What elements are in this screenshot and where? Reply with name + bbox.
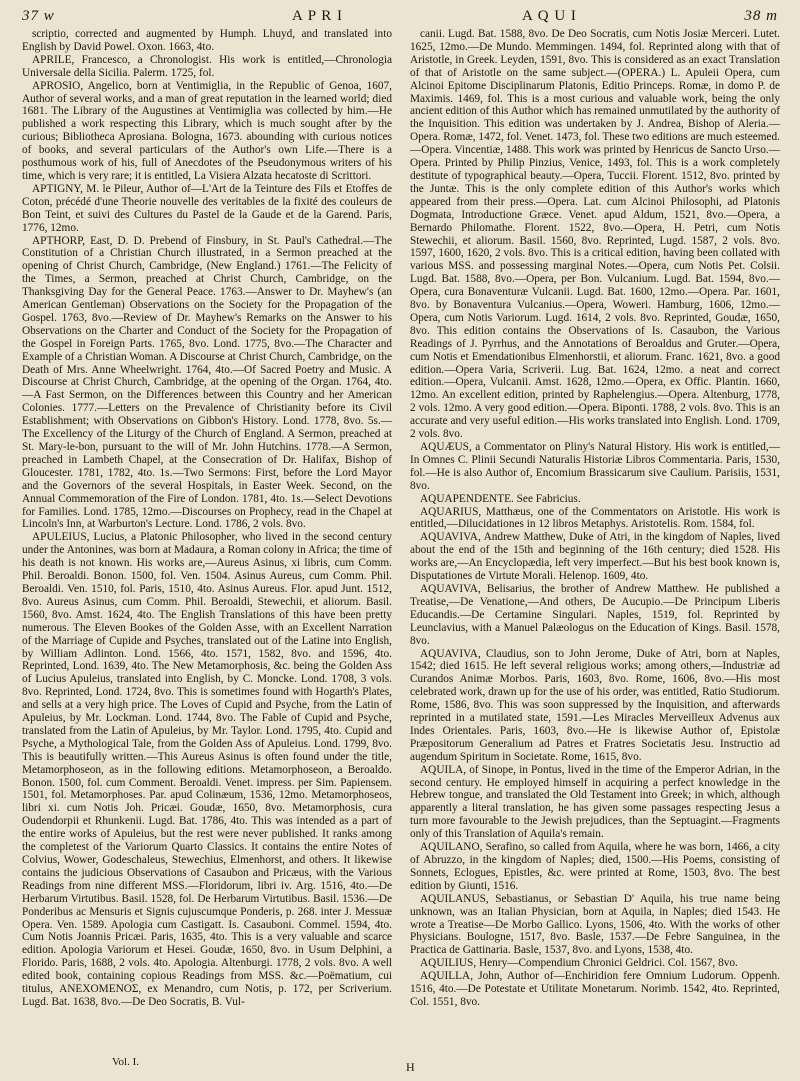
right-running-title: A Q U I [522, 8, 577, 24]
entry-aquilla: AQUILLA, John, Author of—Enchiridion fere Omnium Ludorum. Oppenh. 1516, 4to.—De Potestate et Utilitate Monetarum. Norimb. 1542, 4to. Reprinted, Col. 1551, 8vo. [410, 970, 780, 1008]
running-header [22, 8, 778, 28]
entry-aquarius: AQUARIUS, Matthæus, one of the Commentators on Aristotle. His work is entitled,—Dilucidationes in 12 libros Metaphys. Aristotelis. Rom. 1584, fol. [410, 505, 780, 531]
left-page-number: 37 w [22, 8, 55, 24]
entry-aquaviva-andrew: AQUAVIVA, Andrew Matthew, Duke of Atri, in the kingdom of Naples, lived about the end of the 15th and beginning of the 16th century; died 1528. His works are,—An Encyclopædia, left very imperfect.—But his best book known is, Disputationes de Virtute Morali. Helenop. 1609, 4to. [410, 531, 780, 583]
right-page-number: 38 m [744, 8, 778, 24]
entry-apuleius: APULEIUS, Lucius, a Platonic Philosopher, who lived in the second century under the Antonines, was born at Madaura, a Roman colony in Africa; the time of his death is not known. His works are,—Aureus Asinus, xi libris, cum Comm. Phil. Beroaldi. Bonon. 1500, fol. Ven. 1504. Asinus Aureus, cum Comm. Phil. Beroaldi. Ven. 1510, fol. Paris, 1510, 4to. Asinus Aureus. Flor. apud Junt. 1512, 8vo. Aureus Asinus, cum Comm. Phil. Beroaldi, Stewechii, et aliorum. Basil. 1560, 8vo. Amst. 1624, 4to. The English Translations of this have been pretty numerous. The Eleven Bookes of the Golden Asse, with an Excellent Narration of the Marriage of Cupide and Psyches, translated out of the Latine into English, by William Adlinton. Lond. 1566, 4to. 1571, 1582, 8vo. and 1596, 4to. Reprinted, Lond. 1639, 4to. The New Metamorphosis, &c. being the Golden Ass of Lucius Apuleius, translated into English, by C. Moncke. Lond. 1708, 3 vols. 8vo. Reprinted, Lond. 1724, 8vo. This is sometimes found with Hogarth's Plates, and sells at a very high price. The Loves of Cupid and Psyche, from the Latin of Apuleius, by Mr. Lockman. Lond. 1744, 8vo. The Fable of Cupid and Psyche, translated from the Latin of Apuleius, by Mr. Taylor. Lond. 1795, 4to. Cupid and Psyche, a Mythological Tale, from the Golden Ass of Apuleius. Lond. 1799, 8vo. This is beautifully written.—This Aureus Asinus is often found under the title, Metamorphoseon, as in the following editions. Metamorphoseon, a Beroaldo. Bonon. 1500, fol. cum Comment. Beroaldi. Venet. impress. per Sim. Papiensem. 1501, fol. Metamorphoses. Par. apud Colinæum, 1536, 12mo. Metamorphoseos, libri xi. cum Notis Joh. Pricæi. Goudæ, 1650, 8vo. Metamorphosis, cura Oudendorpii et Rhunkenii. Lugd. Bat. 1786, 4to. This was intended as a part of the entire works of Apuleius, but the rest were never published. It ranks among the completest of the Variorum Quarto Classics. It contains the entire Notes of Colvius, Wower, Godeschaleus, Stewechius, Elmenhorst, and others. It likewise contains the judicious Observations of Casaubon and Pricæus, with the Various Readings from nine different MSS.—Floridorum, libri iv. Arg. 1516, 4to.—De Herbarum Virtutibus. Basil. 1528, fol. De Herbarum Virtutibus. Basil. 1536.—De Ponderibus ac Mensuris et Signis cujuscumque Ponderis, p. 268. inter J. Messuæ Opera. Ven. 1589. Apologia cum Castigatt. Is. Casauboni. Commel. 1594, 4to. Cum Notis Joannis Pricæi. Paris, 1635, 4to. This is a very valuable and scarce edition. Apologia Variorum et Hesei. Goudæ, 1650, 8vo. in Usum Delphini, a Florido. Paris, 1688, 2 vols. 4to. Apologia. Altenburgi. 1778, 2 vols. 8vo. A well edited book, containing copious Readings from MSS. &c.—Poëmatium, cui titulus, ΑΝΕΧΟΜΕΝΟΣ, ex Menandro, cum Notis, p. 172, per Scriverium. Lugd. Bat. 1638, 8vo.—De Deo Socratis, B. Vul- [22, 531, 392, 1008]
entry-apthorp: APTHORP, East, D. D. Prebend of Finsbury, in St. Paul's Cathedral.—The Constitution of a Christian Church illustrated, in a Sermon preached at the opening of Christ Church, Cambridge, (New England.) 1761.—The Felicity of the Times, a Sermon, preached at Christ Church, Cambridge, on the Thanksgiving Day for the General Peace. 1763.—Answer to Dr. Mayhew's (an American Gentleman) Observations on the Society for the Propagation of the Gospel. 1763, 8vo.—Review of Dr. Mayhew's Remarks on the Answer to his Observations on the Charter and Conduct of the Society for the Propagation of the Gospel in Foreign Parts. 1765, 8vo. Lond. 1775, 8vo.—The Character and Example of a Christian Woman. A Discourse at Christ Church, Cambridge, on the Death of Mrs. Anne Wheelwright. 1764, 4to.—Of Sacred Poetry and Music. A Discourse at Christ Church, Cambridge, at the opening of the Organ. 1764, 4to.—A Fast Sermon, on the Differences between this Country and her American Colonies. 1777.—Letters on the Prevalence of Christianity before its Civil Establishment; with Observations on Gibbon's History. Lond. 1778, 8vo. 5s.—The Excellency of the Liturgy of the Church of England. A Sermon, preached at St. Mary-le-bon, pursuant to the will of Mr. John Hutchins. 1778.—A Sermon, preached in Lambeth Chapel, at the Consecration of Dr. Halifax, Bishop of Gloucester. 1781, 1782, 4to. 1s.—Two Sermons: First, before the Lord Mayor and the Governors of the several Hospitals, in Easter Week. Second, on the Annual Commemoration of the Fire of London. 1781, 4to. 1s.—Select Devotions for Families. Lond. 1785, 12mo.—Discourses on Prophecy, read in the Chapel at Lincoln's Inn, at Warburton's Lecture. Lond. 1786, 2 vols. 8vo. [22, 234, 392, 531]
entry-aquilanus: AQUILANUS, Sebastianus, or Sebastian D' Aquila, his true name being unknown, was an Italian Physician, born at Aquila, in Naples; died 1543. He wrote a Treatise—De Morbo Gallico. Lyons, 1506, 4to. With the works of other Physicians. Boulogne, 1517, 8vo. Basle, 1537.—De Febre Sanguinea, in the Practica de Gattinaria. Basle, 1537, 8vo. and Lyons, 1538, 4to. [410, 892, 780, 957]
left-column [22, 28, 392, 1009]
entry-aquaviva-belisarius: AQUAVIVA, Belisarius, the brother of Andrew Matthew. He published a Treatise,—De Venatione,—And others, De Aucupio.—De Principum Liberis Educandis.—De Certamine Singulari. Naples, 1519, fol. Reprinted by Leunclavius, with a Manuel Palæologus on the Education of Kings. Basil. 1578, 8vo. [410, 582, 780, 647]
entry-apthorp-intro: scriptio, corrected and augmented by Humph. Lhuyd, and translated into English by David Powel. Oxon. 1663, 4to. [22, 28, 392, 53]
left-running-title: A P R I [292, 8, 344, 24]
entry-aprile: APRILE, Francesco, a Chronologist. His work is entitled,—Chronologia Universale della Sicilia. Palerm. 1725, fol. [22, 53, 392, 79]
entry-aquaviva-claudius: AQUAVIVA, Claudius, son to John Jerome, Duke of Atri, born at Naples, 1542; died 1615. He left several religious works; among others,—Industriæ ad Curandos Animæ Morbos. Paris, 1603, 8vo. Rome, 1606, 8vo.—His most celebrated work, drawn up for the use of his order, was entitled, Ratio Studiorum. Rome, 1586, 8vo. This was soon suppressed by the Inquisition, and afterwards reprinted in a mutilated state, 1591.—Les Miracles Merveilleux Advenus aux Indes Orientales. Paris, 1603, 8vo.—He is likewise Author of, Epistolæ Præpositorum Generalium ad Patres et Fratres Societatis Jesu. Instructio ad augendum Spiritum in Societate. Rome, 1615, 8vo. [410, 647, 780, 763]
entry-aquilius: AQUILIUS, Henry—Compendium Chronici Geldrici. Col. 1567, 8vo. [420, 957, 738, 970]
entry-aprosio: APROSIO, Angelico, born at Ventimiglia, in the Republic of Genoa, 1607, Author of several works, and a man of great reputation in the learned world; died 1681. The Library of the Augustines at Ventimiglia was collected by him.—He published a work respecting this Library, which is much sought after by the curious; Bibliotheca Aprosiana. Bologna, 1673. abounding with curious notices of books, and several particulars of the Author's own Life.—There is a posthumous work of his, full of Anecdotes of the Pseudonymous writers of his time, which is very rare; it is entitled, La Visiera Alzata hecatoste di Scrittori. [22, 79, 392, 182]
entry-aquapendente: AQUAPENDENTE. See Fabricius. [420, 492, 581, 505]
volume-signature: Vol. I. [112, 1056, 139, 1068]
right-column [410, 28, 780, 1009]
entry-aptigny: APTIGNY, M. le Pileur, Author of—L'Art de la Teinture des Fils et Etoffes de Coton, précédé d'une Theorie nouvelle des veritables de la fixité des couleurs de Bon Teint, et suivi des Cultures du Pastel de la Gaude et de la Garend. Paris, 1776, 12mo. [22, 182, 392, 234]
entry-aquilano: AQUILANO, Serafino, so called from Aquila, where he was born, 1466, a city of Abruzzo, in the kingdom of Naples; died, 1500.—His Poems, consisting of Sonnets, Eclogues, Epistles, &c. were printed at Rome, 1503, 8vo. The best edition by Giunti, 1516. [410, 841, 780, 892]
entry-aquila: AQUILA, of Sinope, in Pontus, lived in the time of the Emperor Adrian, in the second century. He employed himself in acquiring a perfect knowledge in the Hebrew tongue, and translated the Old Testament into Greek; in which, although apparently a literal translation, he has given some passages respecting Jesus a turn more favourable to the Jewish prejudices, than the Septuagint.—Fragments only of this Translation of Aquila's remain. [410, 763, 780, 841]
entry-aquaeus: AQUÆUS, a Commentator on Pliny's Natural History. His work is entitled,—In Omnes C. Plinii Secundi Naturalis Historiæ Libros Commentaria. Paris, 1530, fol.—He is also Author of, Encomium Brassicarum sive Caulium. Parisiis, 1531, 8vo. [410, 441, 780, 492]
signature-mark: H [406, 1060, 415, 1074]
entry-apuleius-cont: canii. Lugd. Bat. 1588, 8vo. De Deo Socratis, cum Notis Josiæ Merceri. Lutet. 1625, 12mo.—De Mundo. Memmingen. 1494, fol. Reprinted along with that of Aristotle, in Greek. Leyden, 1591, 8vo. This is considered as an exact Translation of that of Aristotle on the same subject.—(OPERA.) L. Apuleii Opera, cum Alcinoi Epitome Disciplinarum Platonis, Editio Princeps. Romæ, in domo P. de Maximis. 1469, fol. This is a most curious and valuable work, being the only ancient edition of this Author which has remained unmutilated by the authority of the Inquisition. This edition was undertaken by J. Andrea, Bishop of Aleria.—Opera. Romæ, 1472, fol. Venet. 1473, fol. These two editions are much esteemed.—Opera. Vincentiæ, 1488. This work was printed by Henricus de Sancto Urso.—Opera. Printed by Philip Pinzius, Venice, 1493, fol. This is a work completely destitute of typographical beauty.—Opera, Tuccii. Florent. 1512, 8vo. printed by the Juntæ. This is the only complete edition of this Author's works which appeared from their press.—Opera. Lat. cum Alcinoi Philosophi, ad Platonis Dogmata, Introductione Græce. Venet. apud Aldum, 1521, 8vo.—Opera, a Bernardo Philomathe. Florent. 1522, 8vo.—Opera, H. Petri, cum Notis Stewechii, et aliorum. Basil. 1560, 8vo. Reprinted, Lugd. 1587, 2 vols. 8vo. 1597, 1600, 1620, 2 vols. 8vo. This is a critical edition, having been collated with various MSS. and possessing marginal Notes.—Opera, cum Notis Pet. Colsii. Lugd. Bat. 1588, 8vo.—Opera, per Bon. Vulcanium. Lugd. Bat. 1594, 8vo.—Opera, cura Bonaventuræ Vulcanii. Lugd. Bat. 1600, 12mo.—Opera. Par. 1601, 8vo. by Bonaventura Vulcanius.—Opera, Woweri. Hamburg, 1606, 12mo.—Opera, cum Notis Variorum. Lugd. 1614, 2 vols. 8vo. Reprinted, Goudæ, 1650, 8vo. This edition contains the Observations of Is. Casaubon, the Various Readings of J. Pyrrhus, and the Annotations of Beroaldus and Gruter.—Opera, cum Notis et Emendationibus Elmenhorstii, et aliorum. Franc. 1621, 8vo. a good edition.—Opera Varia, Scriverii. Lug. Bat. 1624, 12mo. a neat and correct edition.—Opera, Vulcanii. Amst. 1628, 12mo.—Opera, ex Offic. Plantin. 1660, 12mo. An excellent edition, printed by Raphelengius.—Opera. Altenburg, 1778, 2 vols. 12mo. A very good edition.—Opera. Biponti. 1788, 2 vols. 8vo. This is an accurate and very useful edition.—His works translated into English. Lond. 1709, 2 vols. 8vo. [410, 28, 780, 441]
